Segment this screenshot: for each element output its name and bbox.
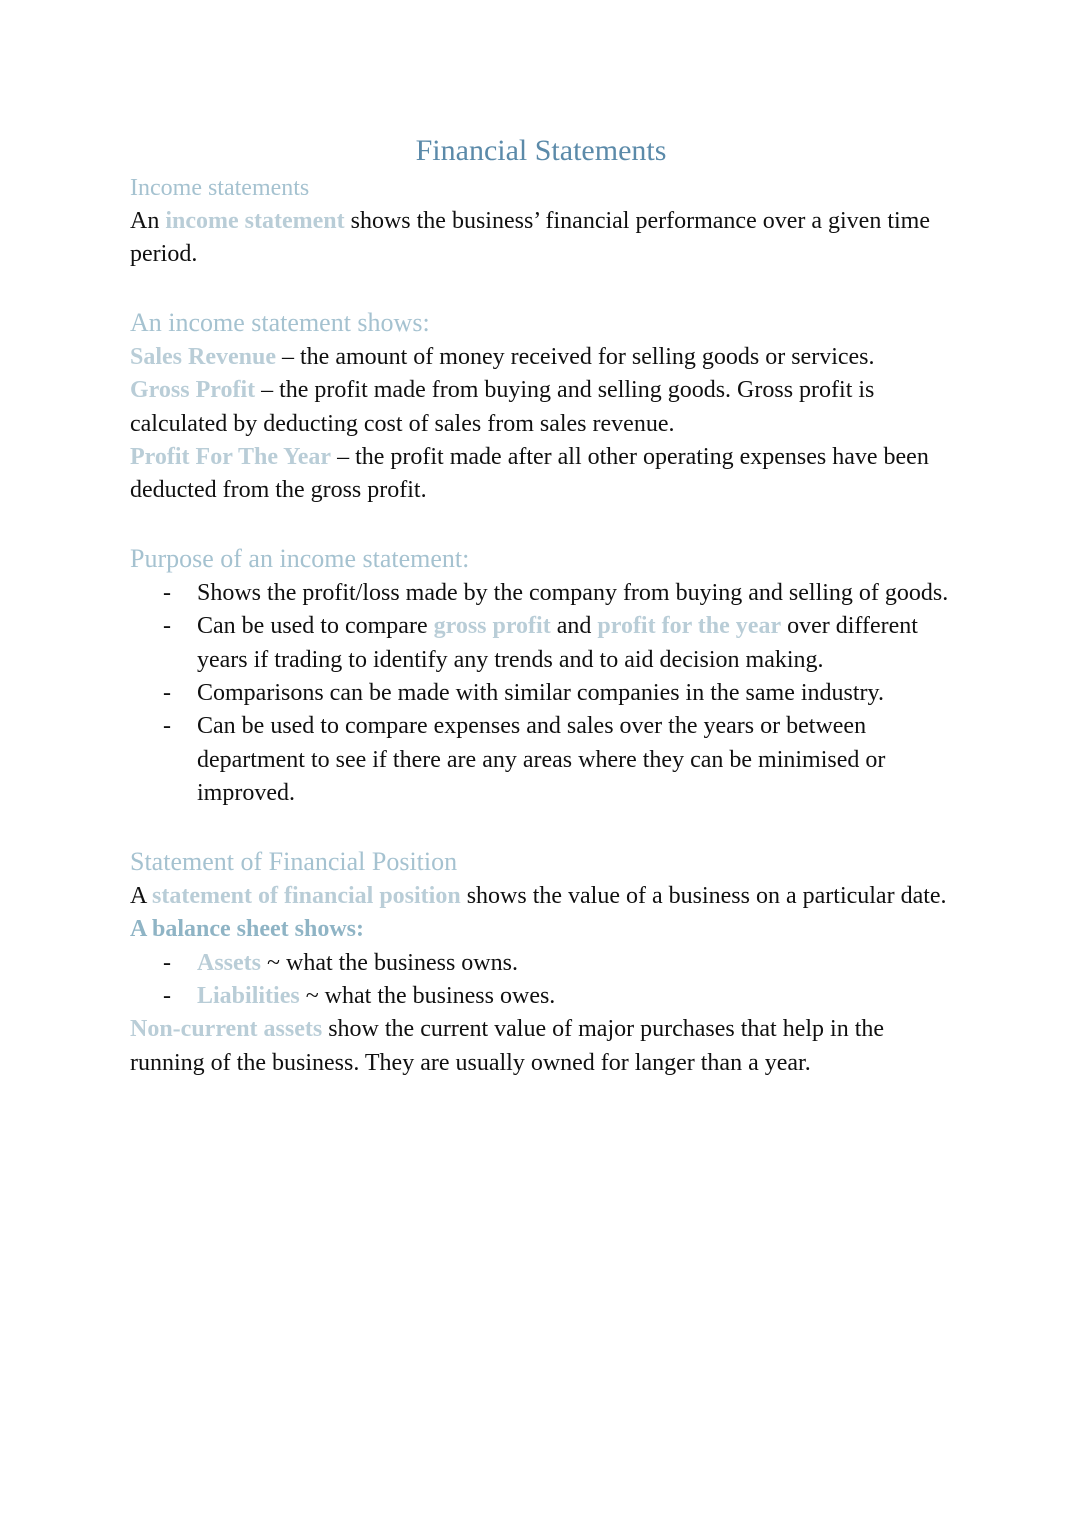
subheading-balance-sheet: A balance sheet shows: [130,916,365,943]
text-run: ~ what the business owes. [299,982,556,1009]
paragraph-sofp-intro [130,880,952,913]
paragraph-income-intro [130,205,952,272]
list-item [130,710,952,810]
term-non-current-assets: Non-current assets [130,1016,323,1043]
definition-gross-profit [130,374,952,441]
heading-statement-of-financial-position: Statement of Financial Position [130,846,458,876]
term-sales-revenue: Sales Revenue [130,343,276,370]
term-assets: Assets [197,949,261,976]
heading-income-statements: Income statements [130,175,310,201]
term-profit-for-the-year-inline: profit for the year [597,613,782,640]
text-run: shows the value of a business on a particular date. [460,882,947,909]
text-run: – the profit made from buying and selling goods. Gross profit is calculated by deducting cost of sales from sales revenue. [130,377,875,437]
text-run: A [130,882,153,909]
text-run: Can be used to compare expenses and sales over the years or between department to see if there are any areas where they can be minimised or improved. [197,713,886,807]
term-gross-profit: Gross Profit [130,377,256,404]
dash-marker: - [163,982,171,1009]
definition-profit-for-the-year [130,441,952,508]
dash-marker: - [163,949,171,976]
balance-sheet-list [130,947,952,1014]
text-run: An [130,208,166,234]
term-income-statement: income statement [165,208,345,234]
list-item [130,947,952,980]
text-run: Can be used to compare [197,613,434,640]
text-run: show the current value of major purchases that help in the running of the business. They are usually owned for langer than a year. [130,1016,885,1076]
heading-purpose: Purpose of an income statement: [130,543,470,573]
list-item [130,980,952,1013]
definition-sales-revenue [130,341,952,374]
list-item [130,677,952,710]
dash-marker: - [163,579,171,606]
text-run: and [550,613,598,640]
list-item [130,577,952,610]
document-content [130,130,952,1080]
term-gross-profit-inline: gross profit [433,613,551,640]
dash-marker: - [163,613,171,640]
heading-income-shows: An income statement shows: [130,307,430,337]
term-liabilities: Liabilities [197,982,300,1009]
text-run: over different years if trading to identify any trends and to aid decision making. [197,613,918,673]
dash-marker: - [163,680,171,707]
text-run: – the amount of money received for selling goods or services. [276,343,875,370]
purpose-list [130,577,952,811]
text-run: shows the business’ financial performance over a given time period. [130,208,930,268]
paragraph-non-current-assets [130,1013,952,1080]
document-title: Financial Statements [415,134,667,167]
list-item [130,610,952,677]
text-run: Comparisons can be made with similar companies in the same industry. [197,680,884,707]
term-profit-for-the-year: Profit For The Year [130,444,332,471]
text-run: – the profit made after all other operating expenses have been deducted from the gross profit. [130,444,929,504]
term-statement-of-financial-position: statement of financial position [152,882,461,909]
dash-marker: - [163,713,171,740]
text-run: ~ what the business owns. [261,949,518,976]
text-run: Shows the profit/loss made by the company from buying and selling of goods. [197,579,949,606]
